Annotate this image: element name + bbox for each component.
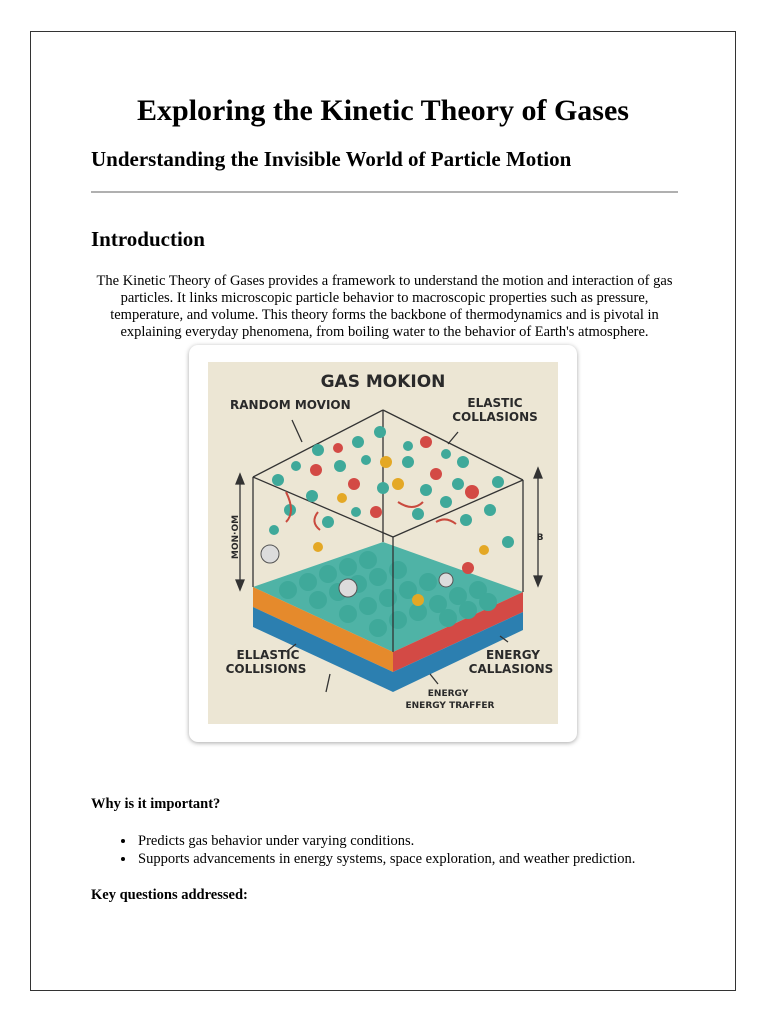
label-side-right: B	[536, 533, 544, 543]
document-page	[30, 31, 736, 991]
label-ellastic: ELLASTIC	[236, 648, 300, 662]
divider	[91, 191, 678, 193]
label-side-motion: MON·OM	[231, 514, 241, 560]
gas-motion-illustration	[189, 345, 577, 742]
label-random-motion: RANDOM MOVION	[230, 398, 351, 412]
label-energy-transfer: ENERGY TRAFFER	[405, 701, 495, 711]
label-callasions: CALLASIONS	[468, 662, 554, 676]
gas-motion-image	[208, 362, 558, 724]
label-energy: ENERGY	[486, 648, 540, 662]
why-important-heading: Why is it important?	[91, 796, 221, 812]
key-questions-heading: Key questions addressed:	[91, 887, 248, 903]
label-elastic: ELASTIC	[467, 396, 523, 410]
list-item: • Predicts gas behavior under varying conditions.	[136, 832, 635, 850]
label-energy-center: ENERGY	[427, 689, 469, 699]
why-important-list	[91, 832, 635, 868]
list-item: • Supports advancements in energy systems, space exploration, and weather prediction.	[136, 850, 635, 868]
label-collisions: COLLISIONS	[225, 662, 307, 676]
intro-paragraph: The Kinetic Theory of Gases provides a framework to understand the motion and interaction of gas particles. It links microscopic particle behavior to macroscopic properties such as pressure, temperature, and volume. This theory forms the backbone of thermodynamics and is pivotal in explaining everyday phenomena, from boiling water to the behavior of Earth's atmosphere.	[96, 273, 673, 340]
section-heading-introduction: Introduction	[91, 227, 205, 251]
page-subtitle: Understanding the Invisible World of Particle Motion	[91, 147, 572, 171]
page-title: Exploring the Kinetic Theory of Gases	[137, 94, 629, 127]
illustration-title: GAS MOKION	[320, 372, 446, 392]
label-collasions: COLLASIONS	[452, 410, 538, 424]
